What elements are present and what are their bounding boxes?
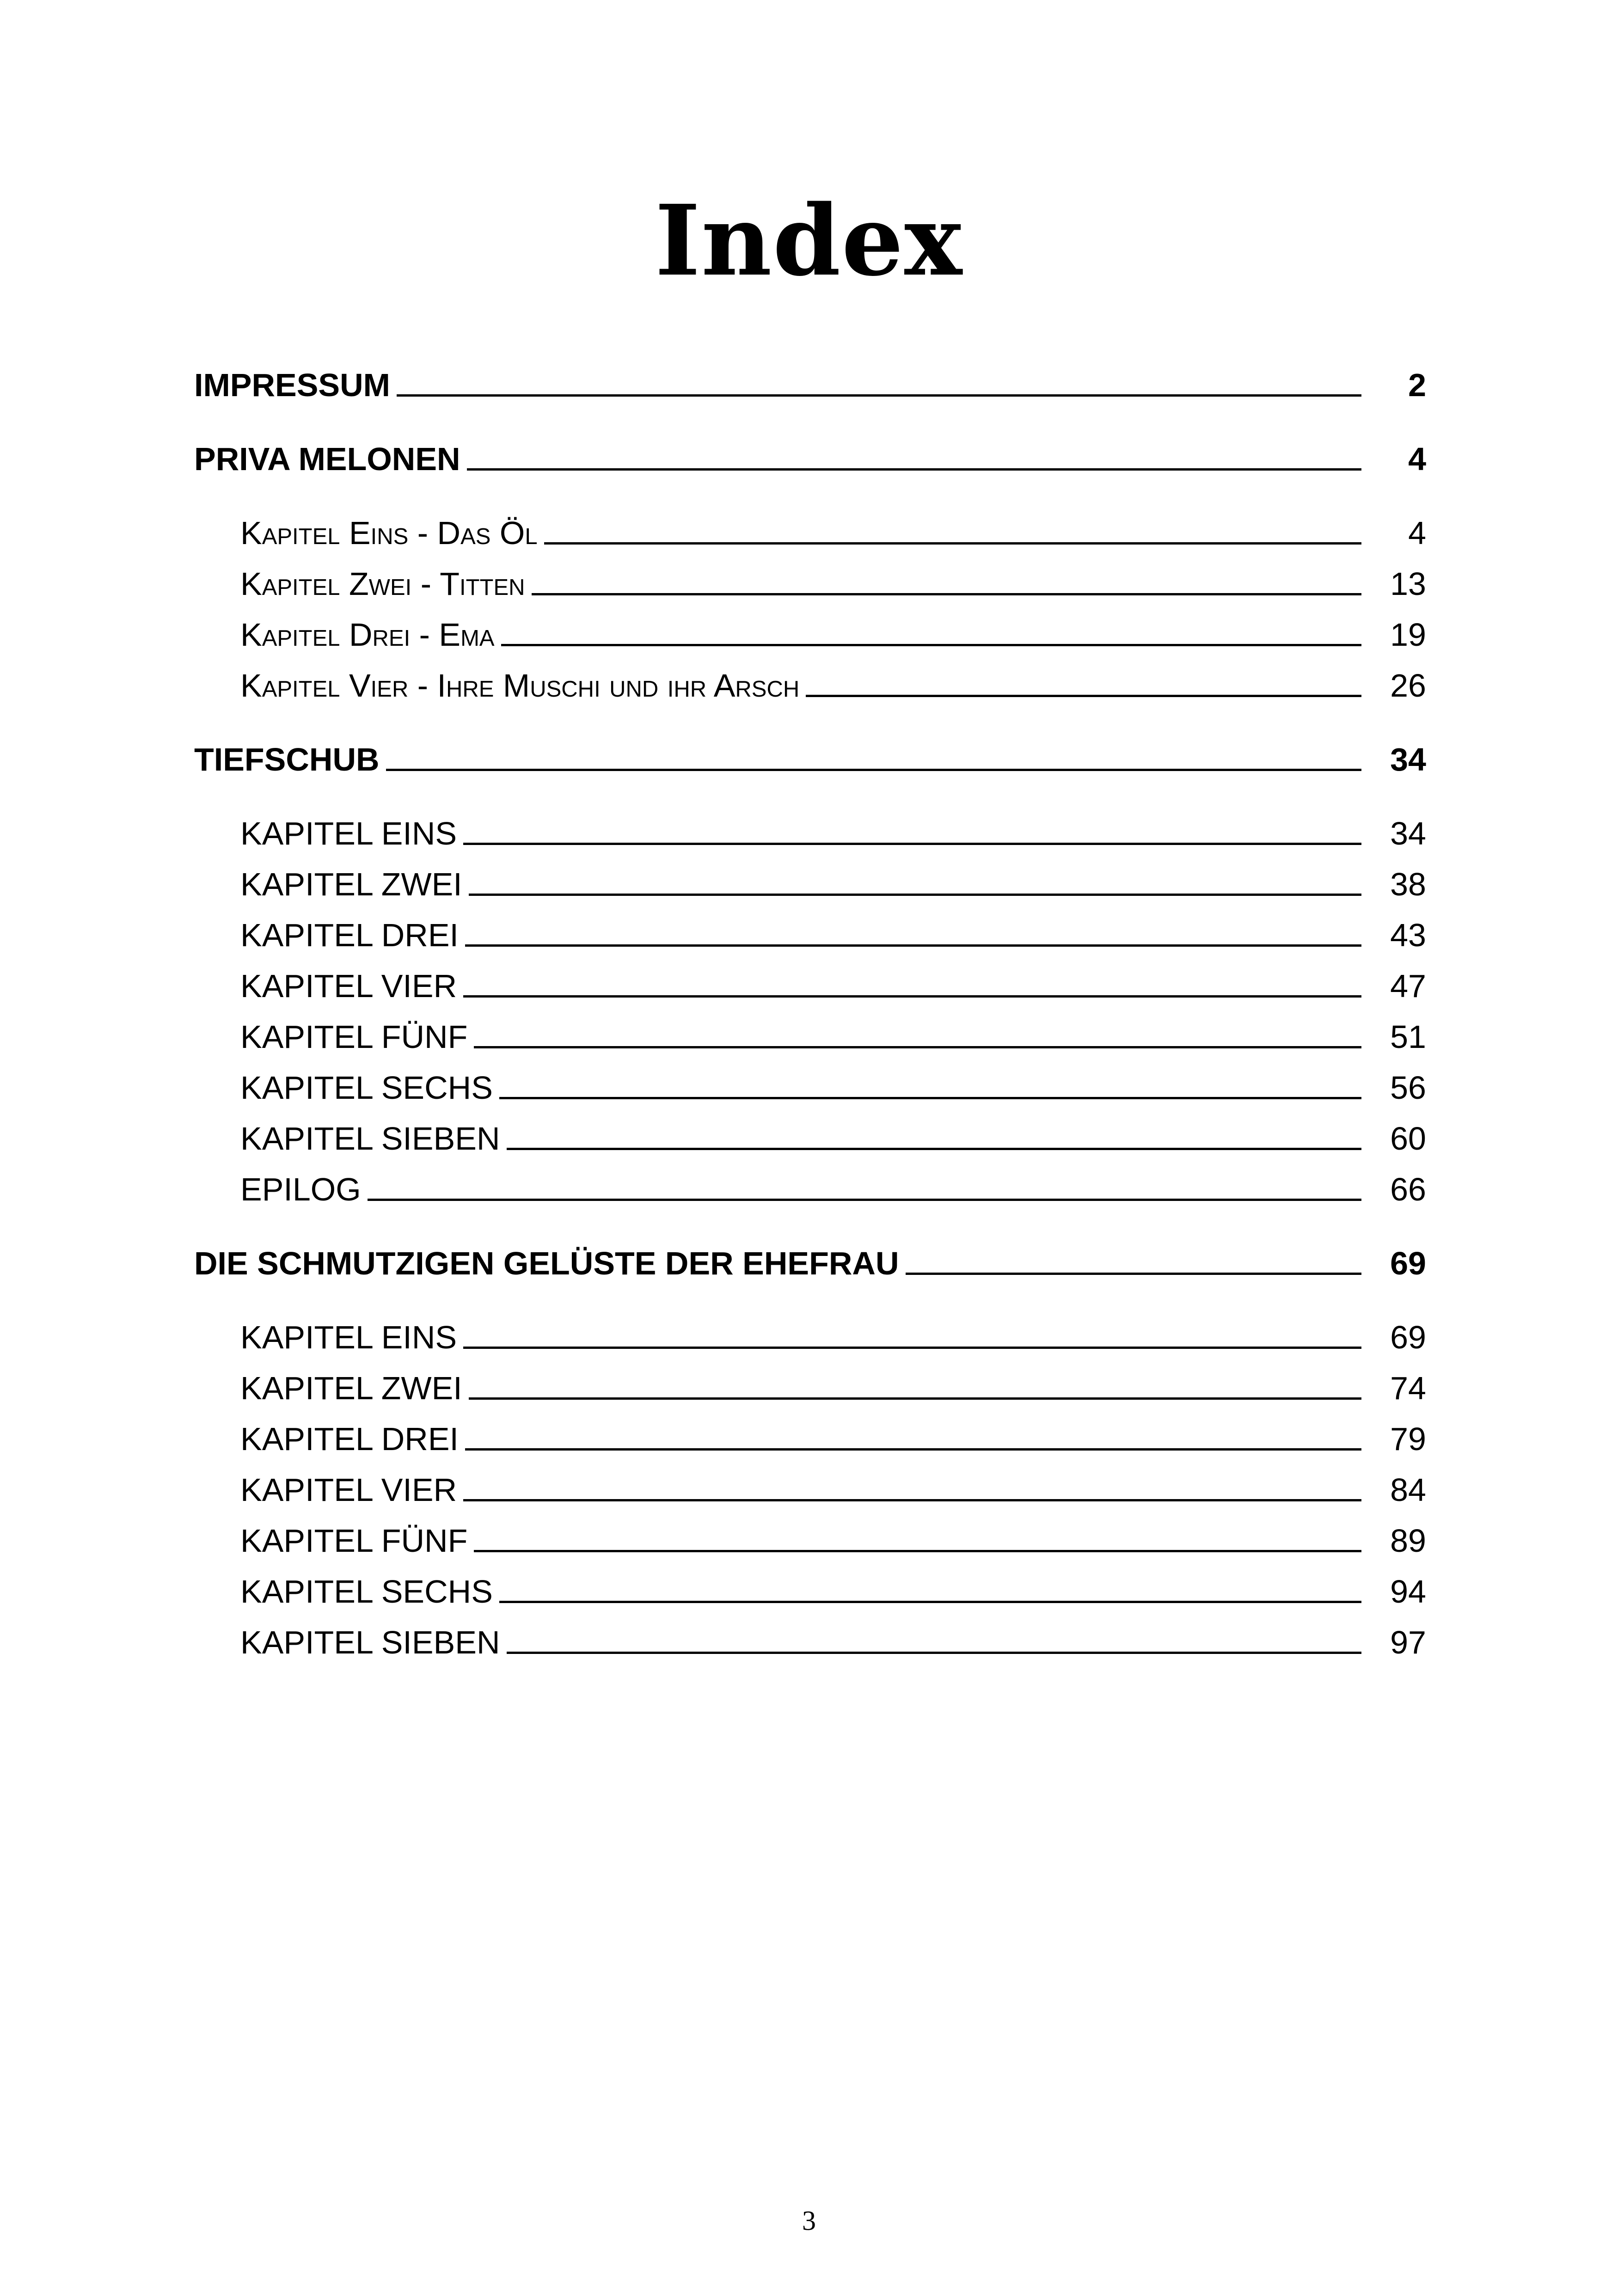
page-number: 3 — [802, 2205, 816, 2236]
toc-entry-title: KAPITEL EINS — [240, 815, 457, 851]
toc-chapter-entry[interactable] — [240, 860, 1426, 906]
toc-entry-title: KAPITEL ZWEI — [240, 866, 462, 902]
toc-chapter-entry[interactable] — [240, 661, 1426, 707]
toc-leader-line — [368, 1199, 1361, 1201]
toc-leader-line — [499, 1601, 1361, 1603]
toc-leader-line — [386, 769, 1361, 771]
toc-leader-line — [532, 593, 1361, 595]
toc-entry-title: Kapitel Eins - Das Öl — [240, 515, 538, 551]
toc-entry-title: KAPITEL FÜNF — [240, 1019, 468, 1055]
toc-leader-line — [463, 843, 1361, 845]
toc-chapter-entry[interactable] — [240, 1465, 1426, 1512]
toc-leader-line — [544, 542, 1361, 545]
toc-entry-page: 2 — [1408, 367, 1426, 403]
toc-chapter-entry[interactable] — [240, 1618, 1426, 1664]
toc-section-entry[interactable] — [194, 1239, 1426, 1285]
toc-chapter-entry[interactable] — [240, 809, 1426, 855]
toc-section-entry[interactable] — [194, 361, 1426, 407]
toc-leader-line — [467, 468, 1361, 471]
toc-entry-title: KAPITEL EINS — [240, 1319, 457, 1355]
toc-entry-page: 4 — [1408, 441, 1426, 477]
toc-entry-title: KAPITEL SECHS — [240, 1574, 493, 1610]
toc-leader-line — [465, 944, 1361, 947]
toc-entry-title: DIE SCHMUTZIGEN GELÜSTE DER EHEFRAU — [194, 1245, 899, 1281]
toc-chapter-entry[interactable] — [240, 1313, 1426, 1359]
toc-entry-title: KAPITEL DREI — [240, 1421, 459, 1457]
toc-leader-line — [507, 1652, 1361, 1654]
toc-entry-page: 34 — [1390, 815, 1426, 851]
toc-entry-title: TIEFSCHUB — [194, 741, 380, 778]
toc-entry-page: 47 — [1390, 968, 1426, 1004]
toc-chapter-entry[interactable] — [240, 911, 1426, 957]
toc-entry-page: 69 — [1390, 1245, 1426, 1281]
toc-chapter-entry[interactable] — [240, 1516, 1426, 1562]
toc-entry-page: 79 — [1390, 1421, 1426, 1457]
toc-chapter-entry[interactable] — [240, 508, 1426, 555]
toc-entry-page: 13 — [1390, 566, 1426, 602]
toc-entry-title: KAPITEL VIER — [240, 968, 457, 1004]
toc-leader-line — [474, 1550, 1361, 1552]
toc-entry-title: KAPITEL ZWEI — [240, 1370, 462, 1406]
toc-entry-page: 66 — [1390, 1171, 1426, 1207]
toc-entry-title: IMPRESSUM — [194, 367, 390, 403]
toc-entry-page: 26 — [1390, 667, 1426, 704]
toc-entry-page: 56 — [1390, 1070, 1426, 1106]
page-title: Index — [655, 183, 963, 298]
toc-entry-title: KAPITEL SIEBEN — [240, 1624, 500, 1660]
toc-leader-line — [501, 644, 1361, 646]
toc-chapter-entry[interactable] — [240, 610, 1426, 656]
toc-chapter-entry[interactable] — [240, 1567, 1426, 1613]
toc-entry-page: 4 — [1408, 515, 1426, 551]
toc-leader-line — [469, 894, 1361, 896]
toc-leader-line — [806, 695, 1361, 697]
toc-leader-line — [465, 1448, 1361, 1451]
toc-entry-page: 94 — [1390, 1574, 1426, 1610]
toc-entry-page: 60 — [1390, 1120, 1426, 1157]
toc-leader-line — [463, 995, 1361, 998]
toc-chapter-entry[interactable] — [240, 1063, 1426, 1109]
toc-entry-title: KAPITEL VIER — [240, 1472, 457, 1508]
toc-entry-title: KAPITEL DREI — [240, 917, 459, 953]
toc-entry-page: 69 — [1390, 1319, 1426, 1355]
toc-entry-title: KAPITEL FÜNF — [240, 1523, 468, 1559]
toc-entry-title: Kapitel Drei - Ema — [240, 617, 495, 653]
toc-entry-title: Kapitel Zwei - Titten — [240, 566, 525, 602]
toc-entry-page: 19 — [1390, 617, 1426, 653]
toc-chapter-entry[interactable] — [240, 1364, 1426, 1410]
toc-entry-title: Kapitel Vier - Ihre Muschi und ihr Arsch — [240, 667, 800, 704]
toc-leader-line — [397, 394, 1361, 397]
toc-entry-page: 38 — [1390, 866, 1426, 902]
toc-chapter-entry[interactable] — [240, 1414, 1426, 1461]
toc-chapter-entry[interactable] — [240, 1165, 1426, 1211]
toc-section-entry[interactable] — [194, 435, 1426, 481]
toc-leader-line — [463, 1499, 1361, 1501]
toc-chapter-entry[interactable] — [240, 1114, 1426, 1160]
toc-entry-page: 34 — [1390, 741, 1426, 778]
toc-entry-page: 84 — [1390, 1472, 1426, 1508]
toc-entry-page: 43 — [1390, 917, 1426, 953]
toc-entry-title: KAPITEL SECHS — [240, 1070, 493, 1106]
toc-entry-page: 97 — [1390, 1624, 1426, 1660]
toc-entry-title: PRIVA MELONEN — [194, 441, 460, 477]
toc-chapter-entry[interactable] — [240, 961, 1426, 1008]
toc-leader-line — [469, 1397, 1361, 1400]
toc-leader-line — [474, 1046, 1361, 1048]
toc-leader-line — [499, 1097, 1361, 1099]
toc-leader-line — [906, 1273, 1361, 1275]
toc-leader-line — [463, 1347, 1361, 1349]
toc-leader-line — [507, 1148, 1361, 1150]
toc-entry-page: 89 — [1390, 1523, 1426, 1559]
toc-entry-title: KAPITEL SIEBEN — [240, 1120, 500, 1157]
toc-section-entry[interactable] — [194, 735, 1426, 781]
toc-chapter-entry[interactable] — [240, 1012, 1426, 1059]
toc-chapter-entry[interactable] — [240, 559, 1426, 606]
toc-entry-page: 74 — [1390, 1370, 1426, 1406]
toc-entry-page: 51 — [1390, 1019, 1426, 1055]
toc-entry-title: EPILOG — [240, 1171, 361, 1207]
